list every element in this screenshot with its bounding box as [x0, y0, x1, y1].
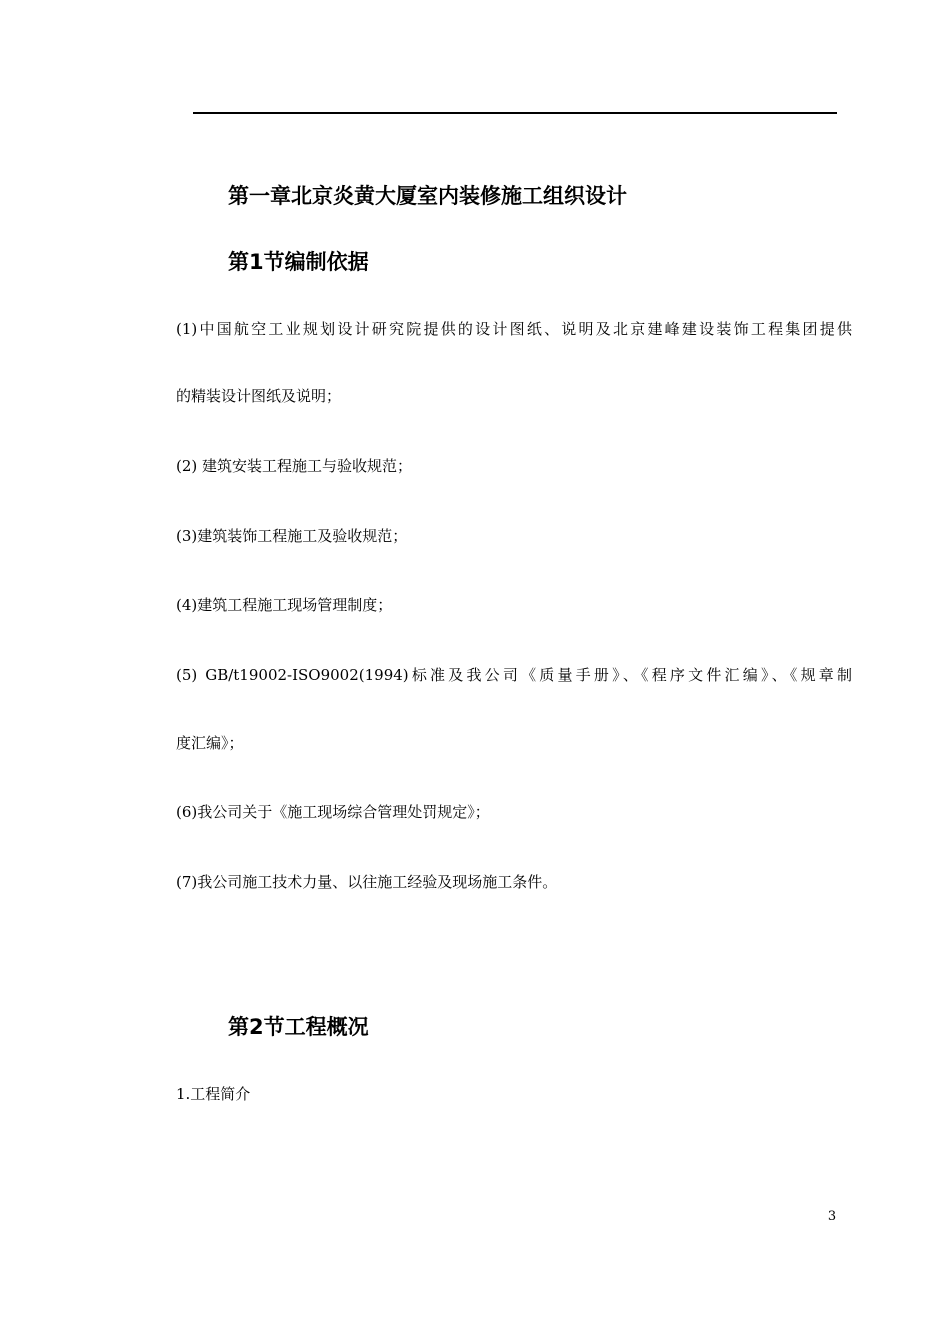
- basis-item-1-line-2: 的精装设计图纸及说明；: [176, 387, 342, 405]
- basis-item-5-line-2: 度汇编》；: [176, 734, 244, 752]
- header-rule: [193, 112, 837, 114]
- subsection-project-intro: 1.工程简介: [176, 1085, 251, 1103]
- basis-item-5-line-1: (5) GB/t19002-ISO9002(1994)标准及我公司《质量手册》、《程序文件汇编》、《规章制: [176, 666, 852, 684]
- basis-item-4: (4)建筑工程施工现场管理制度；: [176, 596, 393, 614]
- basis-item-6: (6)我公司关于《施工现场综合管理处罚规定》；: [176, 803, 490, 821]
- section-1-title: 第1节编制依据: [228, 250, 369, 274]
- basis-item-7: (7)我公司施工技术力量、以往施工经验及现场施工条件。: [176, 873, 558, 891]
- basis-item-3: (3)建筑装饰工程施工及验收规范；: [176, 527, 408, 545]
- basis-item-2: (2) 建筑安装工程施工与验收规范；: [176, 457, 413, 475]
- chapter-title: 第一章北京炎黄大厦室内装修施工组织设计: [228, 184, 627, 208]
- basis-item-1-line-1: (1)中国航空工业规划设计研究院提供的设计图纸、说明及北京建峰建设装饰工程集团提供: [176, 320, 852, 338]
- page-number: 3: [827, 1209, 837, 1224]
- section-2-title: 第2节工程概况: [228, 1015, 369, 1039]
